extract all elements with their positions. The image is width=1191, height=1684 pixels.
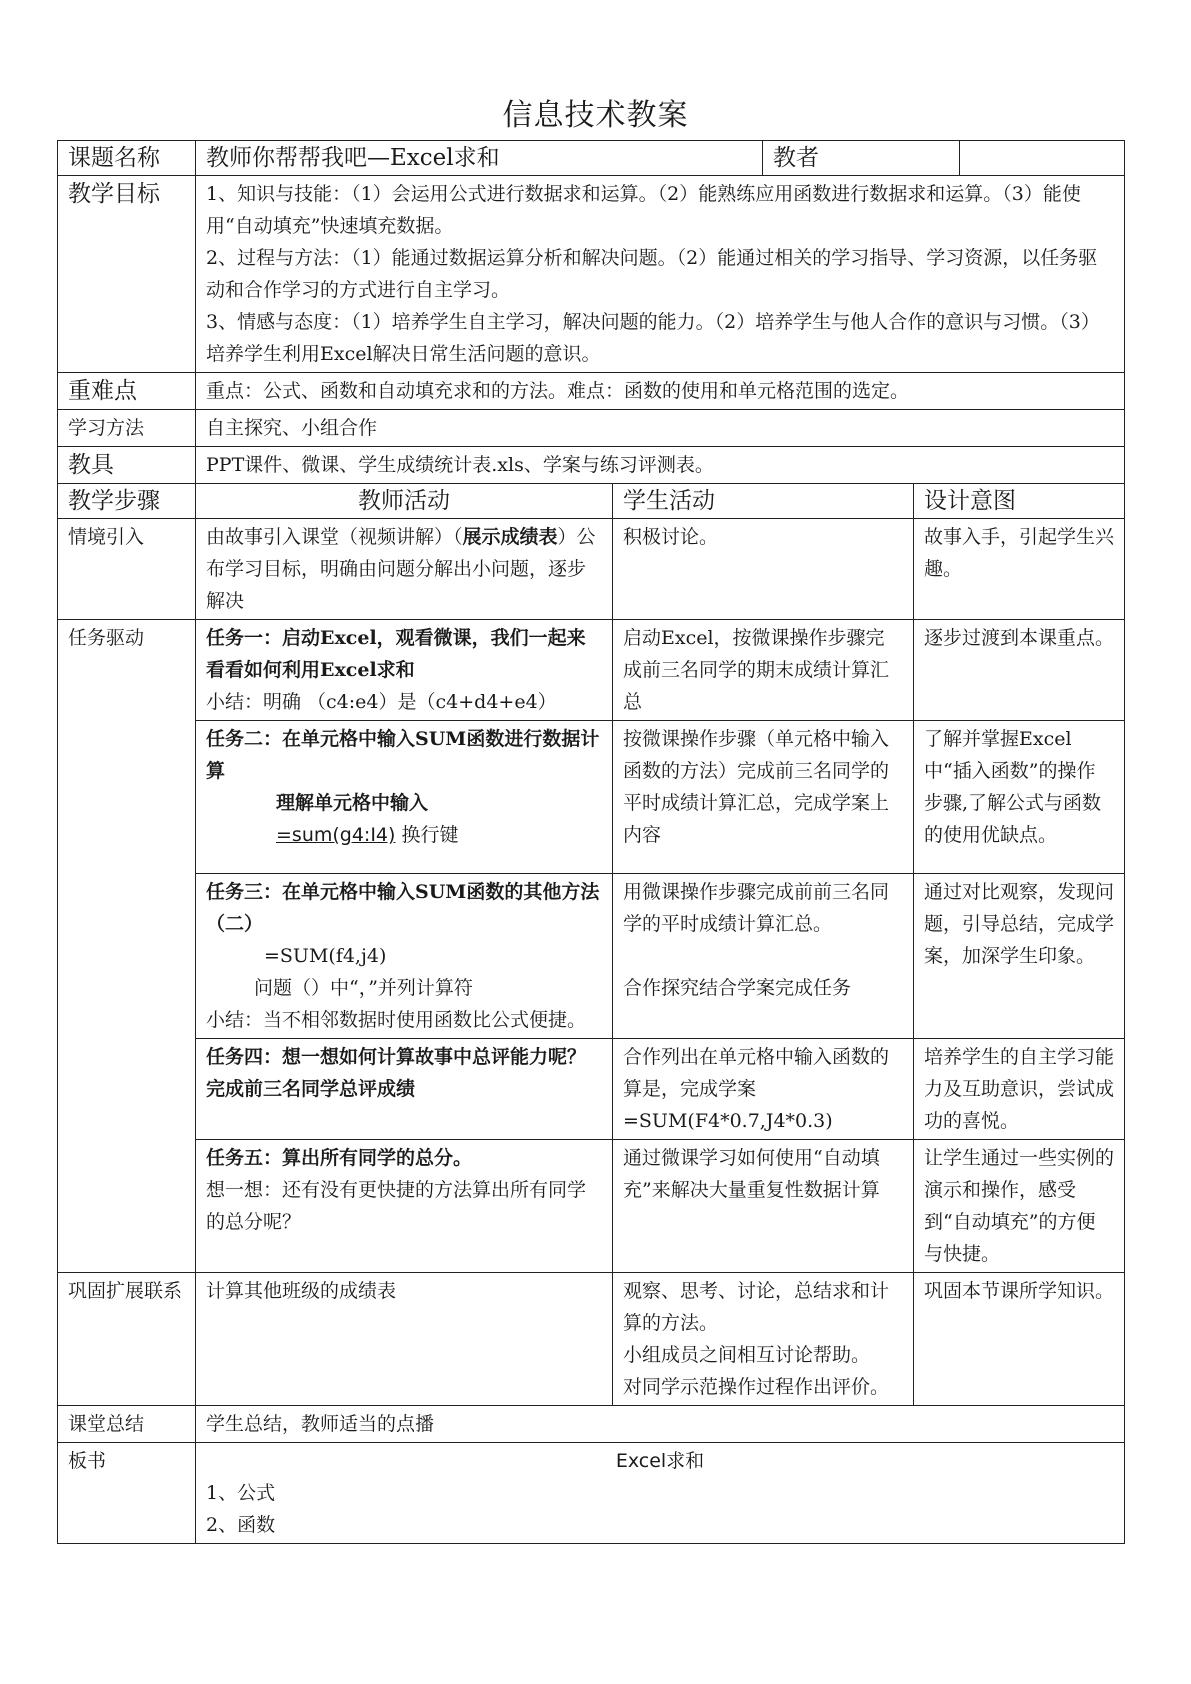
task4-teacher [196,1039,613,1140]
task2-title: 任务二：在单元格中输入SUM函数进行数据计算 [206,728,600,782]
board-item-1: 1、公式 [206,1482,276,1504]
intro-student: 积极讨论。 [613,519,914,620]
task1-summary: 小结：明确 （c4:e4）是（c4+d4+e4） [206,691,557,713]
task3-teacher [196,874,613,1039]
teacher-label: 教者 [763,141,960,176]
intro-design: 故事入手，引起学生兴趣。 [914,519,1125,620]
task5-row [58,1140,1125,1273]
board-heading: Excel求和 [615,1450,705,1472]
objectives-label: 教学目标 [58,176,196,373]
task1-design: 逐步过渡到本课重点。 [914,620,1125,721]
tools-label: 教具 [58,447,196,484]
consolidate-teacher: 计算其他班级的成绩表 [196,1273,613,1406]
task-step: 任务驱动 [58,620,196,1273]
key-points-value: 重点：公式、函数和自动填充求和的方法。难点：函数的使用和单元格范围的选定。 [196,373,1125,410]
intro-row [58,519,1125,620]
task3-title: 任务三：在单元格中输入SUM函数的其他方法（二） [206,881,600,935]
method-row [58,410,1125,447]
task3-student-spacer [623,940,903,972]
objectives-row [58,176,1125,373]
teacher-value [960,141,1125,176]
consolidate-student-3: 对同学示范操作过程作出评价。 [623,1376,890,1398]
task4-student-formula: =SUM(F4*0.7,J4*0.3) [623,1110,833,1132]
intro-teacher-a: 由故事引入课堂（视频讲解）（ [206,526,463,548]
column-header-row [58,484,1125,519]
board-row [58,1443,1125,1544]
task5-teacher [196,1140,613,1273]
task2-formula: =sum(g4:I4) [276,824,396,846]
col-teacher: 教师活动 [196,484,613,519]
objective-1: 1、知识与技能：（1）会运用公式进行数据求和运算。（2）能熟练应用函数进行数据求和运算。（3）能使用“自动填充”快速填充数据。 [206,183,1081,237]
task2-student: 按微课操作步骤（单元格中输入函数的方法）完成前三名同学的平时成绩计算汇总，完成学案上内容 [613,721,914,874]
task4-row [58,1039,1125,1140]
task1-teacher [196,620,613,721]
task3-student-a: 用微课操作步骤完成前前三名同学的平时成绩计算汇总。 [623,881,890,935]
intro-teacher [196,519,613,620]
task5-text: 想一想：还有没有更快捷的方法算出所有同学的总分呢？ [206,1179,587,1233]
topic-row [58,141,1125,176]
col-design: 设计意图 [914,484,1125,519]
task4-design: 培养学生的自主学习能力及互助意识，尝试成功的喜悦。 [914,1039,1125,1140]
method-label: 学习方法 [58,410,196,447]
consolidate-step: 巩固扩展联系 [58,1273,196,1406]
key-points-label: 重难点 [58,373,196,410]
col-step: 教学步骤 [58,484,196,519]
board-content [196,1443,1125,1544]
task3-student-b: 合作探究结合学案完成任务 [623,977,852,999]
lesson-plan-table [57,140,1125,1544]
task5-title: 任务五：算出所有同学的总分。 [206,1147,473,1169]
task4-title: 任务四：想一想如何计算故事中总评能力呢？ [206,1046,587,1068]
method-value: 自主探究、小组合作 [196,410,1125,447]
objective-2: 2、过程与方法：（1）能通过数据运算分析和解决问题。（2）能通过相关的学习指导、学习资源，以任务驱动和合作学习的方式进行自主学习。 [206,247,1098,301]
task2-sub: 理解单元格中输入 [276,792,429,814]
task4-student-text: 合作列出在单元格中输入函数的算是，完成学案 [623,1046,890,1100]
page-title: 信息技术教案 [502,98,689,133]
consolidate-student-2: 小组成员之间相互讨论帮助。 [623,1344,871,1366]
task3-formula: =SUM(f4,j4) [264,945,387,967]
tools-row [58,447,1125,484]
topic-label: 课题名称 [58,141,196,176]
task3-student [613,874,914,1039]
task2-design: 了解并掌握Excel中“插入函数”的操作步骤,了解公式与函数的使用优缺点。 [914,721,1125,874]
summary-label: 课堂总结 [58,1406,196,1443]
task2-teacher [196,721,613,874]
task2-formula-suffix: 换行键 [395,824,459,846]
summary-row [58,1406,1125,1443]
key-points-row [58,373,1125,410]
task1-row [58,620,1125,721]
intro-teacher-bold: 展示成绩表 [462,526,558,548]
task4-student [613,1039,914,1140]
objective-3: 3、情感与态度：（1）培养学生自主学习，解决问题的能力。（2）培养学生与他人合作的意识与习惯。（3）培养学生利用Excel解决日常生活问题的意识。 [206,311,1100,365]
consolidate-student-1: 观察、思考、讨论，总结求和计算的方法。 [623,1280,890,1334]
intro-step: 情境引入 [58,519,196,620]
task1-student: 启动Excel，按微课操作步骤完成前三名同学的期末成绩计算汇总 [613,620,914,721]
tools-value: PPT课件、微课、学生成绩统计表.xls、学案与练习评测表。 [196,447,1125,484]
intro-teacher-b: ）公布学习目标，明确由问题分解出小问题，逐步解决 [206,526,596,612]
task5-student: 通过微课学习如何使用“自动填充”来解决大量重复性数据计算 [613,1140,914,1273]
consolidate-design: 巩固本节课所学知识。 [914,1273,1125,1406]
task3-design: 通过对比观察，发现问题，引导总结，完成学案，加深学生印象。 [914,874,1125,1039]
objectives-content [196,176,1125,373]
task3-row [58,874,1125,1039]
col-student: 学生活动 [613,484,914,519]
task5-design: 让学生通过一些实例的演示和操作，感受到“自动填充”的方便与快捷。 [914,1140,1125,1273]
task2-formula-line [206,819,602,851]
summary-value: 学生总结，教师适当的点播 [196,1406,1125,1443]
task1-title: 任务一：启动Excel，观看微课，我们一起来看看如何利用Excel求和 [206,627,586,681]
task3-question: 问题（）中“，”并列计算符 [254,977,473,999]
task3-summary: 小结：当不相邻数据时使用函数比公式便捷。 [206,1009,587,1031]
consolidate-student [613,1273,914,1406]
task2-row [58,721,1125,874]
task4-sub: 完成前三名同学总评成绩 [206,1078,416,1100]
board-item-2: 2、函数 [206,1514,276,1536]
topic-value: 教师你帮帮我吧—Excel求和 [196,141,763,176]
consolidate-row [58,1273,1125,1406]
board-label: 板书 [58,1443,196,1544]
